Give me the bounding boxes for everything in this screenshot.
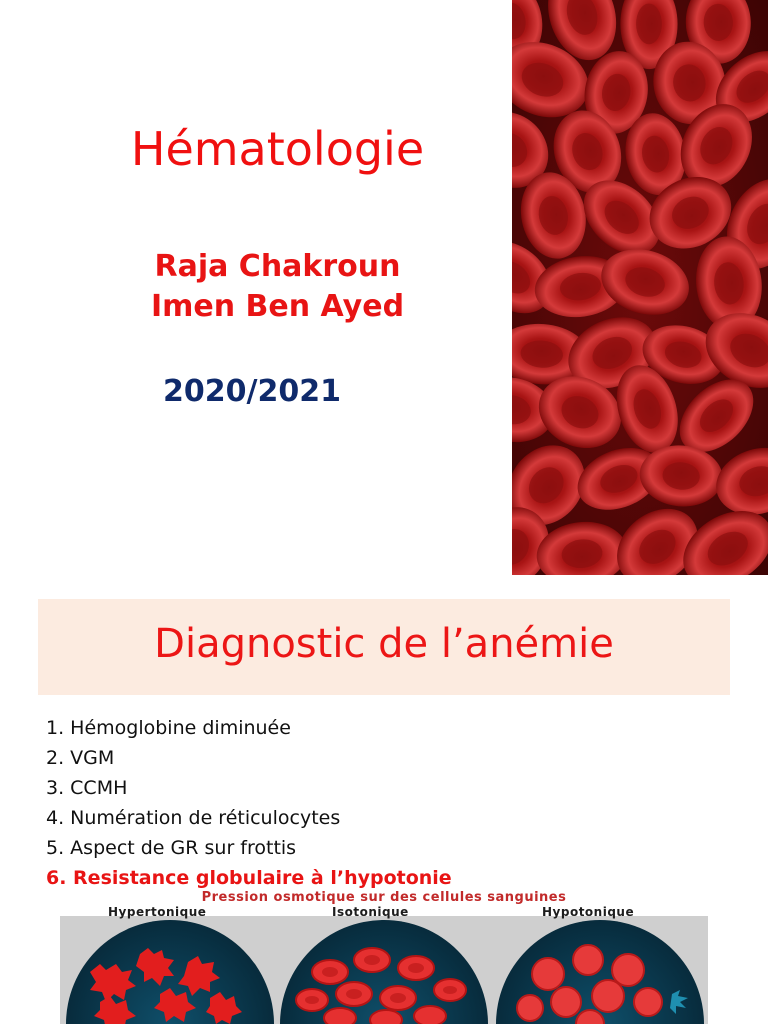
list-item: 5. Aspect de GR sur frottis [46,837,297,859]
label-hypertonic: Hypertonique [108,905,207,919]
red-blood-cells-photo [512,0,768,575]
list-item: 4. Numération de réticulocytes [46,807,341,829]
author-name: Raja Chakroun [154,249,401,284]
section-title: Diagnostic de l’anémie [154,621,614,667]
section-banner [38,599,730,695]
figure-title: Pression osmotique sur des cellules sanguines [201,890,567,905]
cells-illustration [60,890,708,1024]
list-item-highlight: 6. Resistance globulaire à l’hypotonie [46,867,452,889]
academic-year: 2020/2021 [163,374,341,409]
list-item: 2. VGM [46,747,115,769]
diagnostic-list [46,716,452,896]
label-hypotonic: Hypotonique [542,905,635,919]
label-isotonic: Isotonique [332,905,409,919]
list-item: 1. Hémoglobine diminuée [46,717,291,739]
author-name: Imen Ben Ayed [150,289,405,324]
list-item: 3. CCMH [46,777,128,799]
osmotic-pressure-figure [60,890,708,1024]
page-title: Hématologie [130,122,425,176]
